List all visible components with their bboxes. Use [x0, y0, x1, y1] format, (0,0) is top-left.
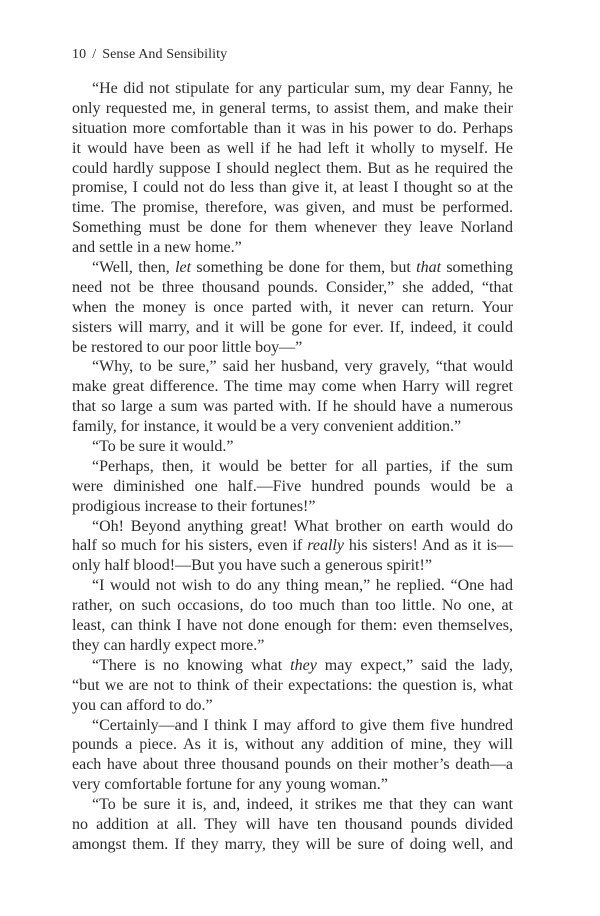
paragraph	[72, 357, 513, 437]
text-run: amongst them. If they marry, they will be sure of doing well, and	[72, 835, 513, 853]
text-run: no addition at all. They will have ten thousand pounds divided	[72, 815, 513, 833]
text-run: may expect,” said the lady,	[316, 656, 513, 674]
text-line	[72, 79, 513, 99]
text-run: something	[441, 259, 513, 277]
text-run: you can afford to do.”	[72, 696, 213, 714]
running-header	[72, 47, 227, 63]
text-line	[72, 735, 513, 755]
text-line	[72, 397, 513, 417]
text-run: only half blood!—But you have such a generous spirit!”	[72, 557, 432, 575]
text-line	[72, 318, 513, 338]
text-run: “Perhaps, then, it would be better for all parties, if the sum	[92, 457, 513, 475]
text-run: sisters will marry, and it will be gone for ever. If, indeed, it could	[72, 318, 513, 336]
text-line	[72, 636, 513, 656]
text-run: be restored to our poor little boy—”	[72, 338, 303, 356]
page-body-text	[72, 79, 513, 855]
text-run: “He did not stipulate for any particular sum, my dear Fanny, he	[92, 80, 513, 97]
paragraph	[72, 437, 513, 457]
text-line	[72, 556, 513, 576]
text-line	[72, 377, 513, 397]
text-run: “Well, then,	[92, 259, 176, 277]
text-run: his sisters! And as it is—	[343, 537, 514, 555]
text-line	[72, 457, 513, 477]
text-line	[72, 298, 513, 318]
text-line	[72, 338, 513, 358]
italic-text: really	[307, 537, 344, 555]
text-line	[72, 835, 513, 855]
text-run: least, can think I have not done enough for them: even themselves,	[72, 617, 513, 635]
text-run: “Certainly—and I think I may afford to give them five hundred	[92, 716, 513, 734]
text-run: it would have been as well if he had left it wholly to myself. He	[72, 139, 513, 157]
text-run: situation more comfortable than it was in his power to do. Perhaps	[72, 119, 513, 137]
text-run: “but we are not to think of their expectations: the question is, what	[72, 676, 513, 694]
text-run: need not be three thousand pounds. Consider,” she added, “that	[72, 278, 513, 296]
text-run: “To be sure it would.”	[92, 438, 234, 456]
text-line	[72, 497, 513, 517]
text-run: something be done for them, but	[191, 259, 417, 277]
text-run: time. The promise, therefore, was given, and must be performed.	[72, 199, 513, 217]
text-line	[72, 159, 513, 179]
text-run: rather, on such occasions, do too much than too little. No one, at	[72, 597, 513, 615]
paragraph	[72, 795, 513, 855]
text-line	[72, 616, 513, 636]
text-line	[72, 517, 513, 537]
text-line	[72, 795, 513, 815]
text-line	[72, 696, 513, 716]
text-run: very comfortable fortune for any young woman.”	[72, 776, 388, 794]
italic-text: let	[175, 259, 192, 277]
text-run: prodigious increase to their fortunes!”	[72, 497, 316, 515]
text-line	[72, 258, 513, 278]
text-line	[72, 596, 513, 616]
text-line	[72, 119, 513, 139]
text-line	[72, 139, 513, 159]
paragraph	[72, 576, 513, 656]
text-run: family, for instance, it would be a very convenient addition.”	[72, 418, 462, 436]
book-title: Sense And Sensibility	[102, 47, 228, 62]
header-separator: /	[92, 47, 97, 62]
text-line	[72, 815, 513, 835]
text-run: that so large a sum was parted with. If he should have a numerous	[72, 398, 513, 416]
text-run: “Why, to be sure,” said her husband, very gravely, “that would	[92, 358, 513, 376]
text-line	[72, 99, 513, 119]
text-run: “To be sure it is, and, indeed, it strikes me that they can want	[92, 796, 513, 814]
text-line	[72, 656, 513, 676]
text-line	[72, 676, 513, 696]
text-run: only requested me, in general terms, to assist them, and make their	[72, 99, 513, 117]
paragraph	[72, 258, 513, 357]
text-run: were diminished one half.—Five hundred pounds would be a	[72, 477, 513, 495]
text-run: “Oh! Beyond anything great! What brother on earth would do	[92, 517, 513, 535]
page-number: 10	[72, 47, 87, 62]
paragraph	[72, 656, 513, 716]
text-line	[72, 775, 513, 795]
paragraph	[72, 517, 513, 577]
text-run: Something must be done for them whenever they leave Norland	[72, 219, 513, 237]
text-line	[72, 755, 513, 775]
text-run: half so much for his sisters, even if	[72, 537, 308, 555]
text-run: promise, I could not do less than give it, at least I thought so at the	[72, 179, 513, 197]
text-run: when the money is once parted with, it never can return. Your	[72, 298, 513, 316]
text-line	[72, 576, 513, 596]
text-run: “I would not wish to do any thing mean,” he replied. “One had	[92, 577, 513, 595]
text-run: “There is no knowing what	[92, 656, 291, 674]
text-run: each have about three thousand pounds on their mother’s death—a	[72, 756, 513, 774]
text-line	[72, 716, 513, 736]
text-line	[72, 178, 513, 198]
italic-text: that	[416, 259, 442, 277]
text-line	[72, 278, 513, 298]
text-line	[72, 417, 513, 437]
text-run: they can hardly expect more.”	[72, 636, 265, 654]
text-run: could hardly suppose I should neglect them. But as he required the	[72, 159, 513, 177]
text-line	[72, 357, 513, 377]
paragraph	[72, 457, 513, 517]
text-line	[72, 198, 513, 218]
italic-text: they	[290, 656, 317, 674]
paragraph	[72, 716, 513, 796]
text-run: make great difference. The time may come when Harry will regret	[72, 378, 513, 396]
text-line	[72, 536, 513, 556]
text-line	[72, 238, 513, 258]
paragraph	[72, 79, 513, 258]
text-line	[72, 218, 513, 238]
text-line	[72, 477, 513, 497]
text-run: pounds a piece. As it is, without any addition of mine, they will	[72, 736, 513, 754]
text-run: and settle in a new home.”	[72, 239, 242, 257]
text-line	[72, 437, 513, 457]
